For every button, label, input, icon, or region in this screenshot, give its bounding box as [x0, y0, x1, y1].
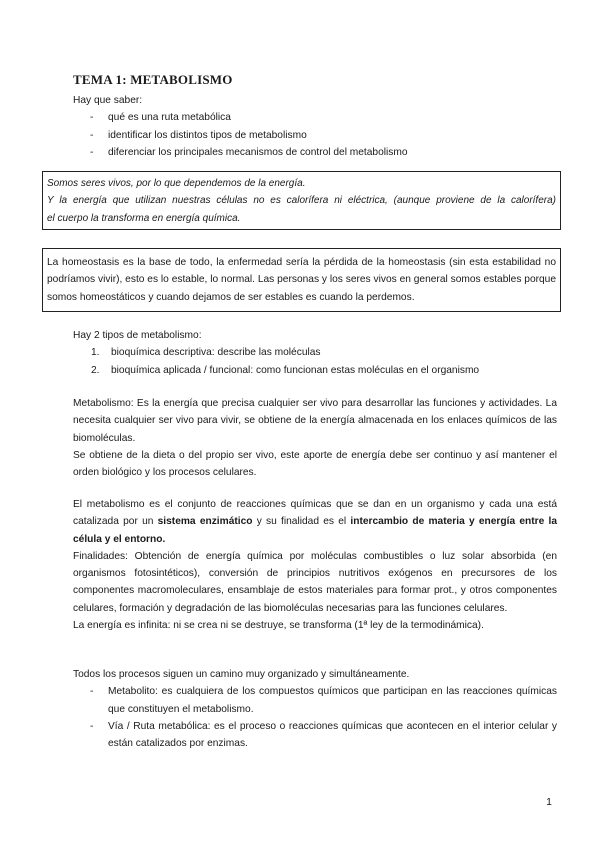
list-text: bioquímica aplicada / funcional: como funcionan estas moléculas en el organismo: [111, 364, 480, 376]
paragraph: Se obtiene de la dieta o del propio ser vivo, este aporte de energía debe ser continuo y así mantener el orden biológico y los procesos celulares.: [73, 449, 557, 479]
conjunto-section: [73, 496, 557, 634]
box-line: Somos seres vivos, por lo que dependemos de la energía.: [47, 178, 306, 189]
list-item: [91, 344, 553, 361]
finalidades-paragraph: Finalidades: Obtención de energía química por moléculas combustibles o luz solar absorbida (en organismos fotosintéticos), conversión de principios nutritivos exógenos en precursores de los componentes macromoleculares, ensamblaje de estos materiales para formar prot., y otros componentes celulares, formación y degradación de las biomoléculas necesarias para las funciones celulares.: [73, 550, 557, 614]
types-section: [73, 327, 553, 379]
list-item: - Metabolito: es cualquiera de los compuestos químicos que participan en las reacciones químicas que constituyen el metabolismo.: [73, 683, 557, 718]
intro-heading: Hay que saber:: [73, 95, 143, 106]
box-line: el cuerpo la transforma en energía química.: [47, 212, 241, 224]
homeostasis-text: La homeostasis es la base de todo, la enfermedad sería la pérdida de la homeostasis (sin esta estabilidad no podríamos vivir), esto es lo estable, lo normal. Las personas y los seres vivos en general somos estables porque somos homeostáticos y cuando dejamos de ser estables es cuando la perdemos.: [47, 257, 556, 303]
paragraph: [73, 496, 557, 548]
intro-list: [73, 109, 553, 161]
procesos-heading: Todos los procesos siguen un camino muy organizado y simultáneamente.: [73, 669, 410, 680]
list-item: - Vía / Ruta metabólica: es el proceso o reacciones químicas que acontecen en el interior celular y están catalizados por enzimas.: [73, 718, 557, 753]
bold-term: intercambio de materia y energía entre la célula y el entorno.: [73, 516, 557, 545]
metabolismo-definition: [73, 395, 557, 481]
text-span: El metabolismo es el conjunto de reacciones químicas que se dan en un organismo y cada una está catalizada por un: [73, 499, 557, 528]
page-number: 1: [546, 796, 552, 808]
procesos-section: [73, 666, 557, 752]
homeostasis-box: [42, 248, 561, 312]
list-item: - diferenciar los principales mecanismos de control del metabolismo: [73, 144, 553, 161]
energy-note-box: [42, 171, 561, 230]
procesos-list: [73, 683, 557, 752]
intro-section: [73, 92, 553, 161]
list-text: bioquímica descriptiva: describe las moléculas: [111, 347, 321, 359]
list-number: 1.: [91, 347, 100, 359]
text-span: y su finalidad es el: [252, 516, 351, 528]
bold-term: sistema enzimático: [157, 516, 253, 528]
list-item: - identificar los distintos tipos de metabolismo: [73, 127, 553, 144]
box-line: Y la energía que utilizan nuestras células no es calorífera ni eléctrica, (aunque proviene de la calorífera): [47, 195, 556, 207]
types-heading: Hay 2 tipos de metabolismo:: [73, 330, 202, 341]
list-item: [91, 362, 553, 379]
paragraph: Metabolismo: Es la energía que precisa cualquier ser vivo para desarrollar las funciones y actividades. La necesita cualquier ser vivo para vivir, se obtiene de la energía almacenada en los enlaces químicos de las biomoléculas.: [73, 398, 557, 444]
page-title: TEMA 1: METABOLISMO: [73, 72, 233, 87]
list-number: 2.: [91, 364, 100, 376]
types-list: [73, 344, 553, 379]
energia-paragraph: La energía es infinita: ni se crea ni se destruye, se transforma (1ª ley de la termodinámica).: [73, 620, 484, 632]
list-item: - qué es una ruta metabólica: [73, 109, 553, 126]
